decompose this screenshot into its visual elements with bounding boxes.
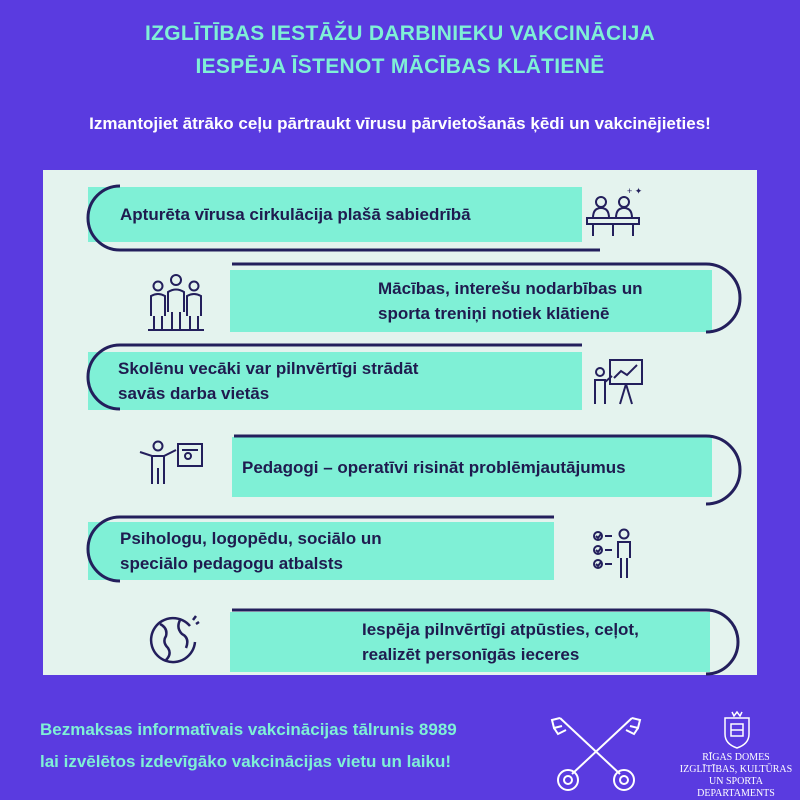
group-of-people-icon	[144, 272, 208, 334]
globe-icon	[146, 612, 200, 666]
benefit-item-3-line2: savās darba vietās	[118, 384, 270, 403]
teacher-at-board-icon	[138, 438, 206, 488]
department-line-1: RĪGAS DOMES	[702, 752, 770, 763]
riga-coat-of-arms-icon	[722, 710, 752, 750]
benefit-item-5-line2: speciālo pedagogu atbalsts	[120, 554, 343, 573]
hotline-text: Bezmaksas informatīvais vakcinācijas tālrunis 8989	[40, 720, 457, 739]
page-subtitle-heading: IESPĒJA ĪSTENOT MĀCĪBAS KLĀTIENĒ	[195, 55, 605, 78]
benefit-item-5-line1: Psihologu, logopēdu, sociālo un	[120, 529, 382, 548]
page-title: IZGLĪTĪBAS IESTĀŽU DARBINIEKU VAKCINĀCIJA	[144, 22, 656, 45]
students-at-desk-icon	[583, 186, 643, 238]
department-logo-text	[676, 752, 796, 800]
svg-text:+ ✦: + ✦	[627, 186, 643, 196]
presenter-at-chart-icon	[590, 356, 646, 408]
crossed-keys-icon	[548, 712, 644, 794]
benefit-item-3-line1: Skolēnu vecāki var pilnvērtīgi strādāt	[118, 359, 419, 378]
benefit-item-2-line2: sporta treniņi notiek klātienē	[378, 304, 610, 323]
benefit-item-2	[230, 270, 712, 332]
checklist-person-icon	[592, 526, 636, 582]
benefit-item-5	[88, 522, 554, 580]
benefit-item-6-line2: realizēt personīgās ieceres	[362, 645, 580, 664]
benefit-item-6-line1: Iespēja pilnvērtīgi atpūsties, ceļot,	[362, 620, 639, 639]
benefits-panel	[43, 170, 757, 675]
benefit-item-6	[230, 612, 710, 672]
hotline-subtext: lai izvēlētos izdevīgāko vakcinācijas vietu un laiku!	[40, 752, 452, 771]
benefit-item-4-text: Pedagogi – operatīvi risināt problēmjautājumus	[242, 457, 626, 477]
department-line-3: UN SPORTA DEPARTAMENTS	[697, 776, 775, 799]
benefit-item-4	[232, 437, 712, 497]
benefit-item-3	[88, 352, 582, 410]
department-line-2: IZGLĪTĪBAS, KULTŪRAS	[679, 764, 793, 775]
benefit-item-2-line1: Mācības, interešu nodarbības un	[378, 279, 643, 298]
benefit-item-1	[88, 187, 582, 242]
benefit-item-1-text: Apturēta vīrusa cirkulācija plašā sabiedrībā	[120, 205, 471, 224]
call-to-action-text: Izmantojiet ātrāko ceļu pārtraukt vīrusu pārvietošanās ķēdi un vakcinējieties!	[89, 114, 711, 133]
